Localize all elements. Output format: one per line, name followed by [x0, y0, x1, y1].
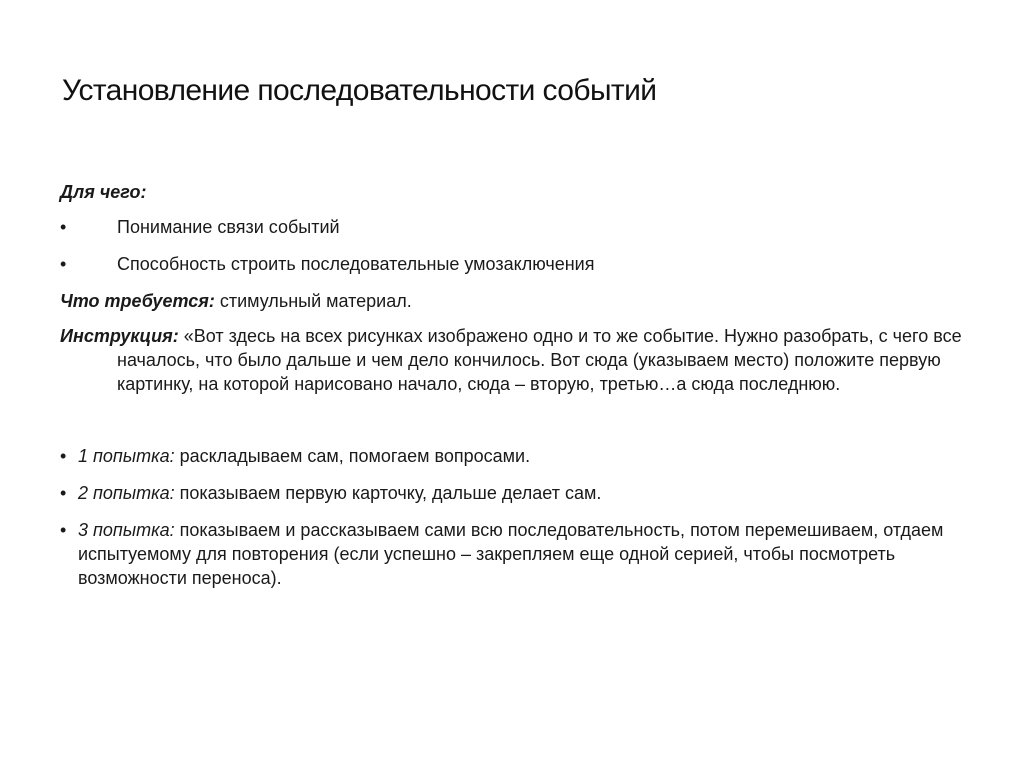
purpose-item-text: Понимание связи событий — [117, 217, 340, 237]
attempt-item — [60, 481, 980, 505]
slide-title: Установление последовательности событий — [62, 74, 657, 107]
attempt-label: 2 попытка: — [78, 483, 175, 503]
purpose-item — [60, 252, 980, 276]
purpose-item — [60, 215, 980, 239]
required-label: Что требуется: — [60, 291, 215, 311]
bullet-icon: • — [60, 446, 67, 466]
attempt-label: 1 попытка: — [78, 446, 175, 466]
purpose-item-text: Способность строить последовательные умозаключения — [117, 254, 595, 274]
instruction-text: «Вот здесь на всех рисунках изображено одно и то же событие. Нужно разобрать, с чего все началось, что было дальше и чем дело кончилось. Вот сюда (указываем место) положите первую картинку, на которой нарисовано начало, сюда – вторую, третью…а сюда последнюю. — [117, 326, 962, 394]
bullet-icon: • — [60, 217, 67, 237]
instruction-paragraph — [60, 324, 980, 396]
required-text: стимульный материал. — [214, 291, 412, 311]
attempt-item — [60, 518, 980, 590]
instruction-label: Инструкция: — [60, 326, 179, 346]
attempt-item — [60, 444, 980, 468]
purpose-label: Для чего: — [60, 182, 147, 202]
attempt-label: 3 попытка: — [78, 520, 175, 540]
required-line — [60, 289, 980, 313]
attempt-text: показываем первую карточку, дальше делает сам. — [174, 483, 602, 503]
purpose-heading — [60, 180, 980, 204]
bullet-icon: • — [60, 254, 67, 274]
bullet-icon: • — [60, 520, 67, 540]
bullet-icon: • — [60, 483, 67, 503]
attempt-text: раскладываем сам, помогаем вопросами. — [174, 446, 531, 466]
attempt-text: показываем и рассказываем сами всю последовательность, потом перемешиваем, отдаем испытуемому для повторения (если успешно – закрепляем еще одной серией, чтобы посмотреть возможности переноса). — [78, 520, 944, 588]
slide-body — [60, 180, 980, 603]
